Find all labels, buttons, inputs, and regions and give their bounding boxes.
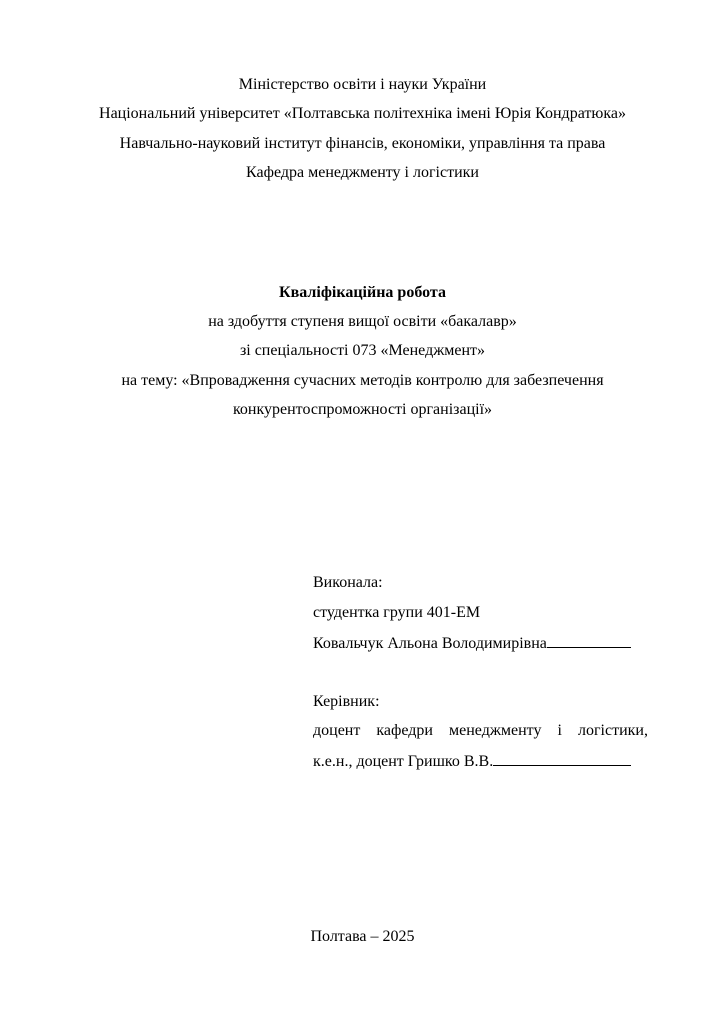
supervisor-signature-blank <box>493 751 631 766</box>
supervisor-position-word: і <box>557 722 562 739</box>
supervisor-position-word: логістики, <box>577 722 648 739</box>
city-year: Полтава – 2025 <box>310 928 415 945</box>
document-title: Кваліфікаційна робота <box>279 284 446 301</box>
author-signature-blank <box>547 633 631 648</box>
supervisor-position <box>313 721 648 741</box>
author-signature-line <box>313 633 648 654</box>
degree-line: на здобуття ступеня вищої освіти «бакалавр» <box>208 313 517 330</box>
supervisor-label: Керівник: <box>313 693 380 710</box>
topic-line-2: конкурентоспроможності організації» <box>232 401 493 418</box>
author-label: Виконала: <box>313 574 383 591</box>
supervisor-signature-line <box>313 751 648 772</box>
department-name: Кафедра менеджменту і логістики <box>246 164 479 181</box>
supervisor-name: к.е.н., доцент Гришко В.В. <box>313 753 494 770</box>
university-name: Національний університет «Полтавська політехніка імені Юрія Кондратюка» <box>99 105 626 122</box>
specialty-line: зі спеціальності 073 «Менеджмент» <box>239 342 486 359</box>
author-group: студентка групи 401-ЕМ <box>313 604 481 621</box>
supervisor-position-word: менеджменту <box>449 722 542 739</box>
ministry-name: Міністерство освіти і науки України <box>238 76 487 93</box>
author-name: Ковальчук Альона Володимирівна <box>313 635 547 652</box>
institute-name: Навчально-науковий інститут фінансів, економіки, управління та права <box>119 135 606 152</box>
topic-line-1: на тему: «Впровадження сучасних методів контролю для забезпечення <box>121 372 604 389</box>
supervisor-position-word: доцент <box>313 722 361 739</box>
supervisor-position-word: кафедри <box>376 722 433 739</box>
